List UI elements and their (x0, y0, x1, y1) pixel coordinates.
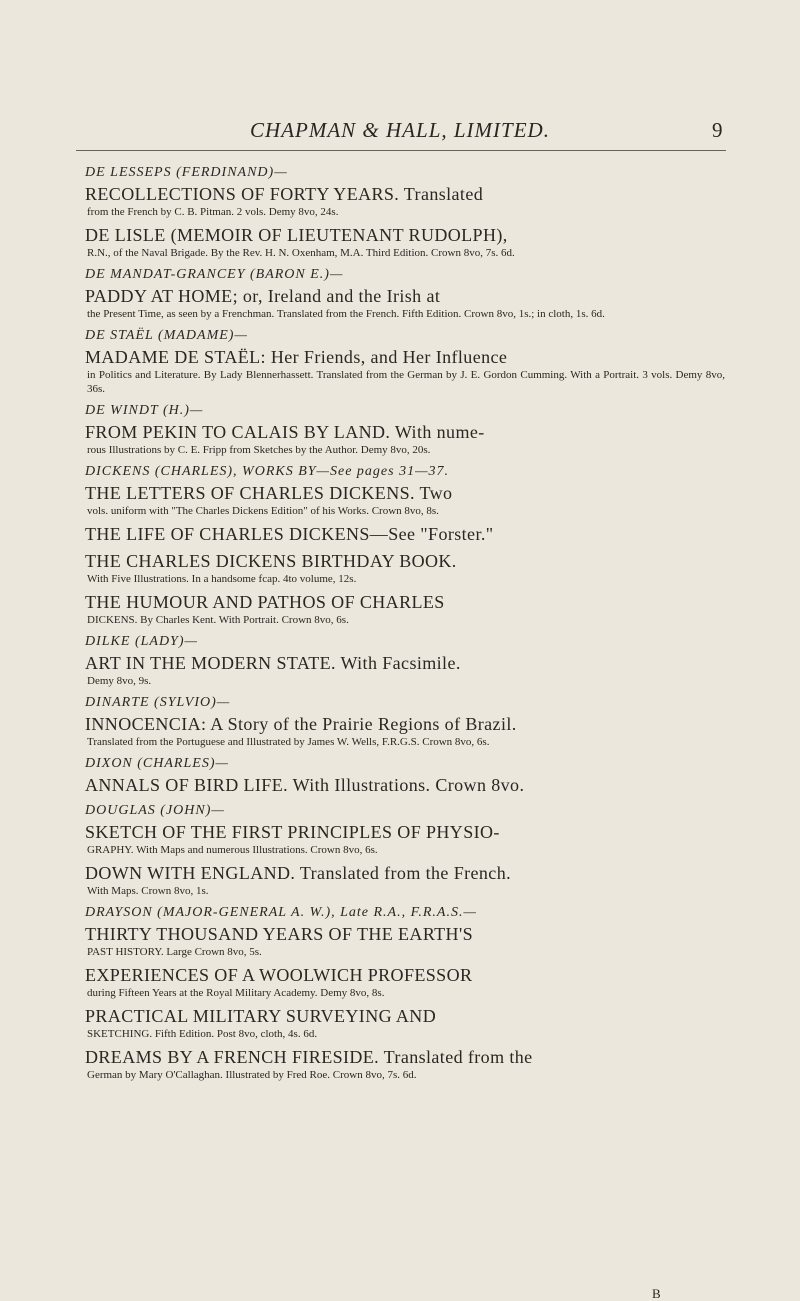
catalogue-entry (73, 326, 725, 396)
author-heading: DE WINDT (H.)— (85, 403, 204, 418)
signature-mark: B (652, 1286, 661, 1301)
book-title: DOWN WITH ENGLAND. Translated from the French. (85, 863, 511, 883)
book-detail: vols. uniform with "The Charles Dickens Edition" of his Works. Crown 8vo, 8s. (87, 505, 439, 517)
book-title: DE LISLE (MEMOIR OF LIEUTENANT RUDOLPH), (85, 225, 508, 245)
book-title: DREAMS BY A FRENCH FIRESIDE. Translated from the (85, 1047, 533, 1067)
catalogue-entry (73, 754, 725, 796)
catalogue-entry (73, 265, 725, 321)
book-title: THE CHARLES DICKENS BIRTHDAY BOOK. (85, 551, 457, 571)
book-title: THE HUMOUR AND PATHOS OF CHARLES (85, 592, 445, 612)
header-rule (76, 150, 726, 151)
catalogue-entry (73, 224, 725, 260)
catalogue-entry (73, 163, 725, 219)
book-title: THE LETTERS OF CHARLES DICKENS. Two (85, 483, 453, 503)
book-title: SKETCH OF THE FIRST PRINCIPLES OF PHYSIO- (85, 822, 500, 842)
catalogue-entries (73, 163, 725, 1087)
book-title: ART IN THE MODERN STATE. With Facsimile. (85, 653, 461, 673)
catalogue-entry (73, 462, 725, 627)
book-detail: With Maps. Crown 8vo, 1s. (87, 885, 209, 897)
book-detail: from the French by C. B. Pitman. 2 vols. Demy 8vo, 24s. (87, 206, 339, 218)
author-heading: DE MANDAT-GRANCEY (BARON E.)— (85, 267, 344, 282)
author-heading: DINARTE (SYLVIO)— (85, 695, 231, 710)
book-detail: rous Illustrations by C. E. Fripp from Sketches by the Author. Demy 8vo, 20s. (87, 444, 431, 456)
book-title: PADDY AT HOME; or, Ireland and the Irish at (85, 286, 441, 306)
catalogue-entry (73, 693, 725, 749)
book-detail: GRAPHY. With Maps and numerous Illustrations. Crown 8vo, 6s. (87, 844, 378, 856)
author-heading: DICKENS (CHARLES), WORKS BY—See pages 31—37. (85, 464, 450, 479)
catalogue-entry (73, 801, 725, 898)
book-title: EXPERIENCES OF A WOOLWICH PROFESSOR (85, 965, 473, 985)
author-heading: DE LESSEPS (FERDINAND)— (85, 165, 288, 180)
author-heading: DRAYSON (MAJOR-GENERAL A. W.), Late R.A., F.R.A.S.— (85, 905, 477, 920)
catalogue-entry (73, 401, 725, 457)
book-title: RECOLLECTIONS OF FORTY YEARS. Translated (85, 184, 484, 204)
book-detail: PAST HISTORY. Large Crown 8vo, 5s. (87, 946, 262, 958)
book-detail: in Politics and Literature. By Lady Blennerhassett. Translated from the German by J. E. Gordon Cumming. With a Portrait. 3 vols. Demy 8vo, 36s. (87, 369, 725, 395)
book-detail: during Fifteen Years at the Royal Military Academy. Demy 8vo, 8s. (87, 987, 385, 999)
book-detail: Demy 8vo, 9s. (87, 675, 152, 687)
book-title: FROM PEKIN TO CALAIS BY LAND. With nume- (85, 422, 485, 442)
book-detail: the Present Time, as seen by a Frenchman. Translated from the French. Fifth Edition. Crown 8vo, 1s.; in cloth, 1s. 6d. (87, 308, 605, 320)
book-detail: DICKENS. By Charles Kent. With Portrait. Crown 8vo, 6s. (87, 614, 349, 626)
book-title: ANNALS OF BIRD LIFE. With Illustrations. Crown 8vo. (85, 775, 525, 795)
book-title: PRACTICAL MILITARY SURVEYING AND (85, 1006, 437, 1026)
book-title: MADAME DE STAËL: Her Friends, and Her Influence (85, 347, 508, 367)
book-title: THIRTY THOUSAND YEARS OF THE EARTH'S (85, 924, 473, 944)
book-detail: SKETCHING. Fifth Edition. Post 8vo, cloth, 4s. 6d. (87, 1028, 318, 1040)
catalogue-entry (73, 632, 725, 688)
catalogue-entry (73, 903, 725, 1082)
book-detail: German by Mary O'Callaghan. Illustrated by Fred Roe. Crown 8vo, 7s. 6d. (87, 1069, 417, 1081)
book-title: THE LIFE OF CHARLES DICKENS—See "Forster." (85, 524, 494, 544)
page-number: 9 (712, 118, 723, 142)
running-title: CHAPMAN & HALL, LIMITED. (250, 118, 550, 142)
book-title: INNOCENCIA: A Story of the Prairie Regions of Brazil. (85, 714, 517, 734)
author-heading: DOUGLAS (JOHN)— (85, 803, 225, 818)
book-detail: Translated from the Portuguese and Illustrated by James W. Wells, F.R.G.S. Crown 8vo, 6s. (87, 736, 490, 748)
author-heading: DE STAËL (MADAME)— (85, 328, 248, 343)
book-detail: R.N., of the Naval Brigade. By the Rev. H. N. Oxenham, M.A. Third Edition. Crown 8vo, 7s. 6d. (87, 247, 515, 259)
author-heading: DILKE (LADY)— (85, 634, 198, 649)
book-detail: With Five Illustrations. In a handsome fcap. 4to volume, 12s. (87, 573, 357, 585)
author-heading: DIXON (CHARLES)— (85, 756, 229, 771)
running-head (0, 118, 800, 148)
